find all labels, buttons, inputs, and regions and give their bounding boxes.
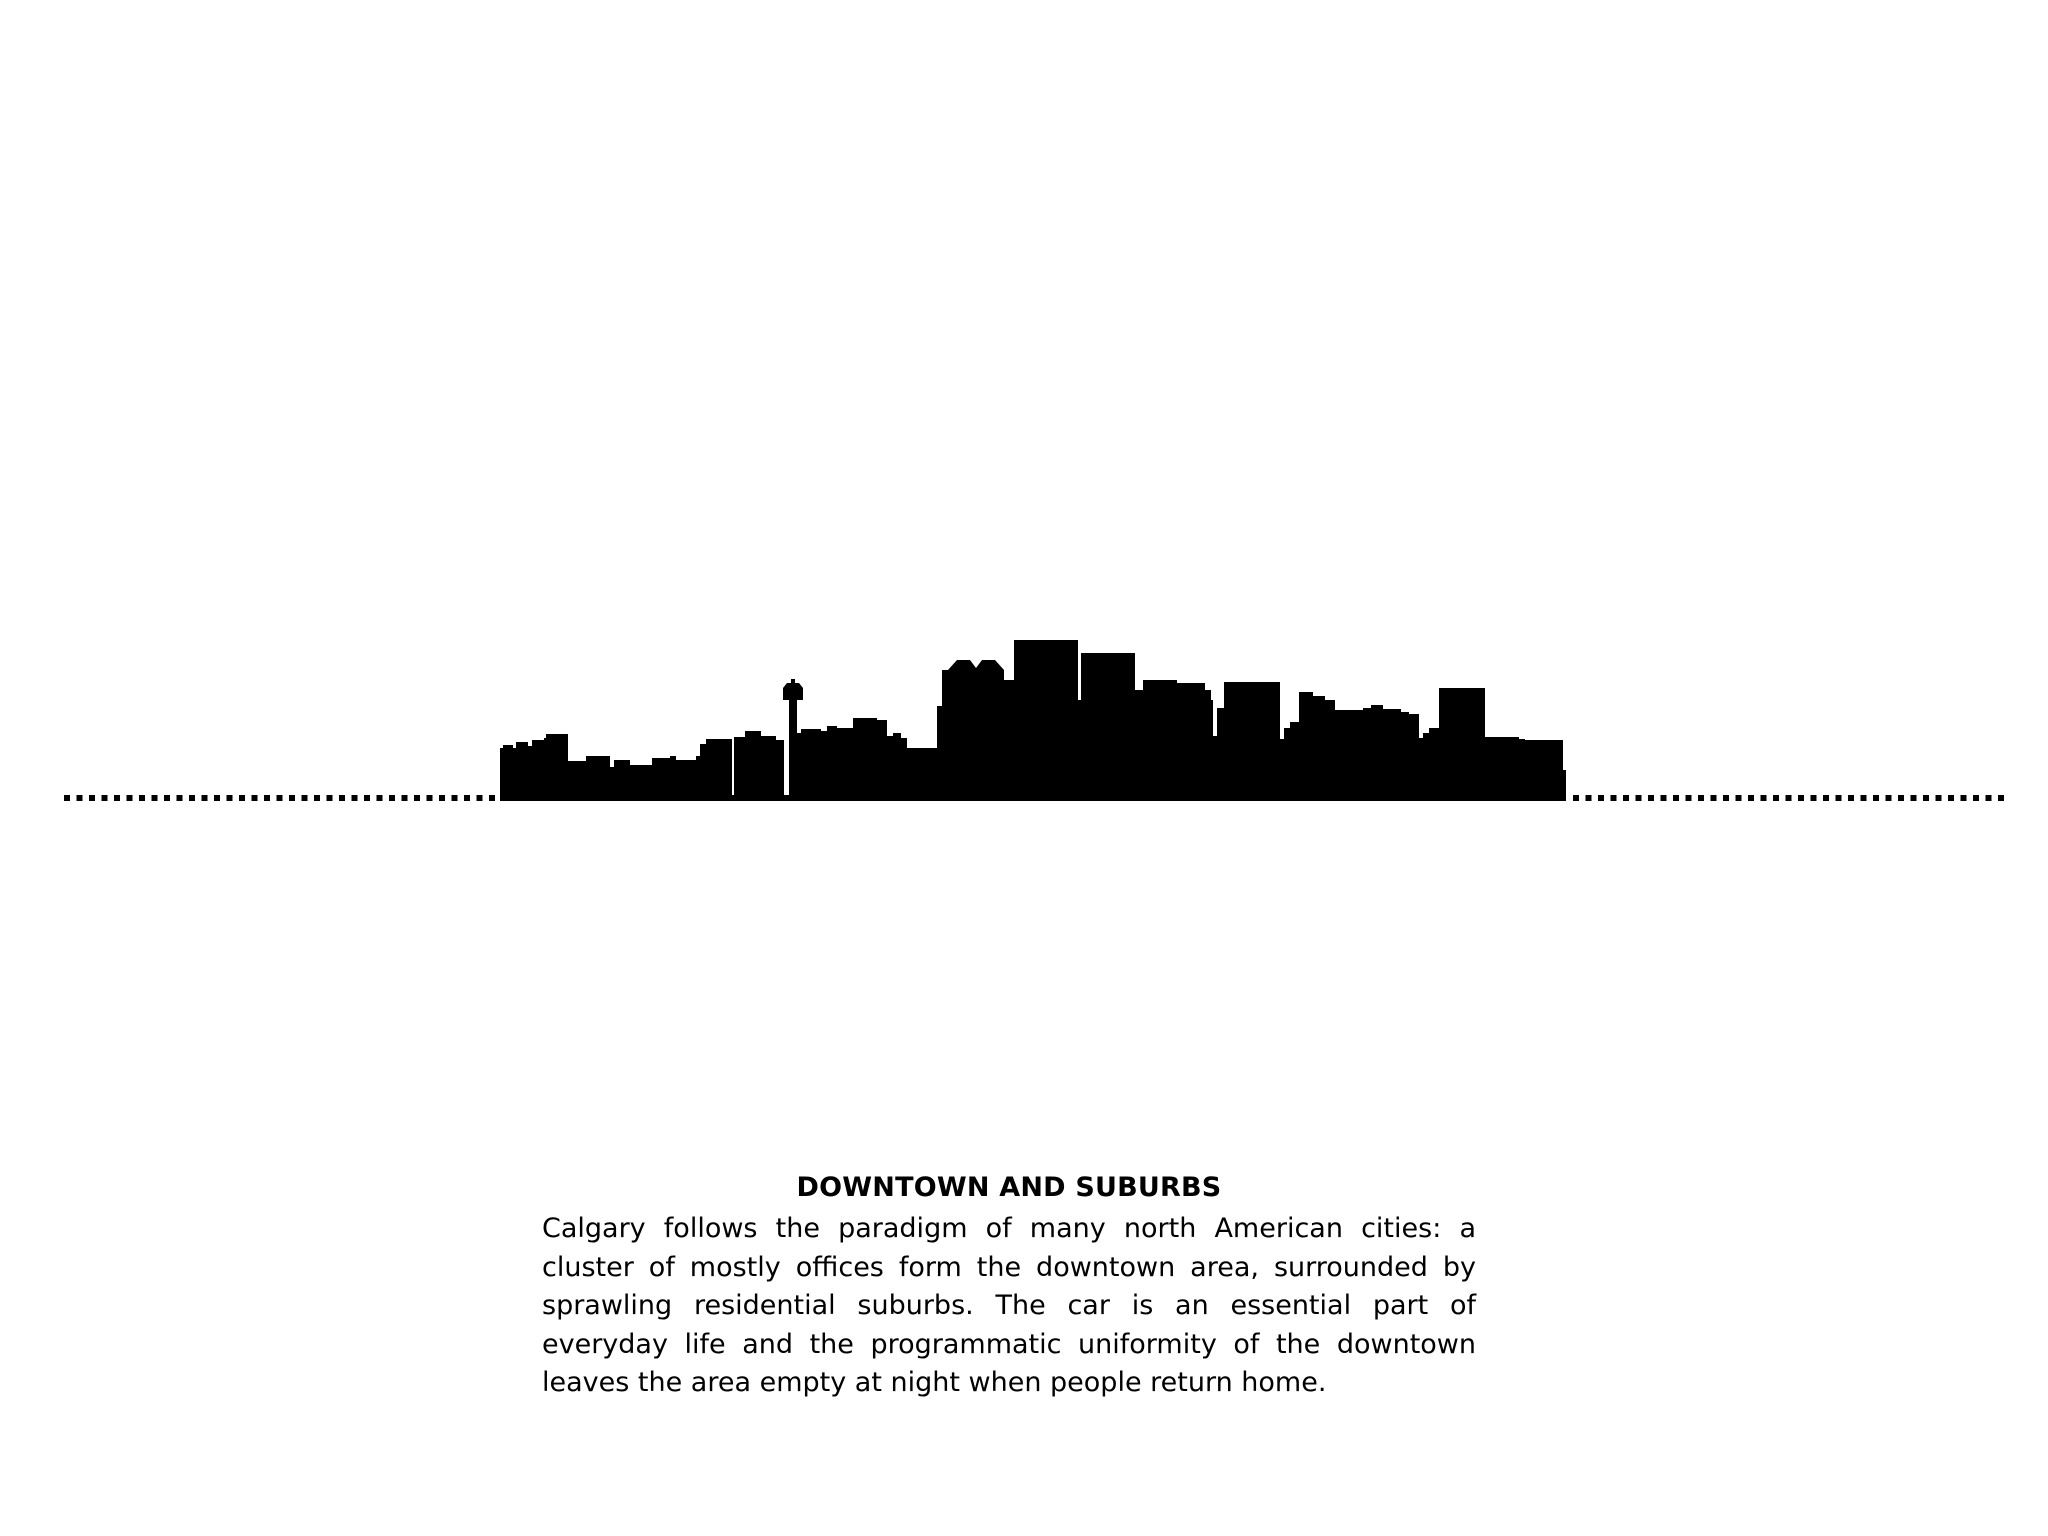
caption-body: Calgary follows the paradigm of many north American cities: a cluster of mostly offices form the downtown area, surrounded by sprawling residential suburbs. The car is an essential part of everyday life and the programmatic uniformity of the downtown leaves the area empty at night when people return home. <box>542 1213 1476 1399</box>
caption-title: DOWNTOWN AND SUBURBS <box>796 1172 1222 1203</box>
downtown-skyline-silhouette <box>500 640 1566 801</box>
caption-block <box>542 1170 1476 1403</box>
